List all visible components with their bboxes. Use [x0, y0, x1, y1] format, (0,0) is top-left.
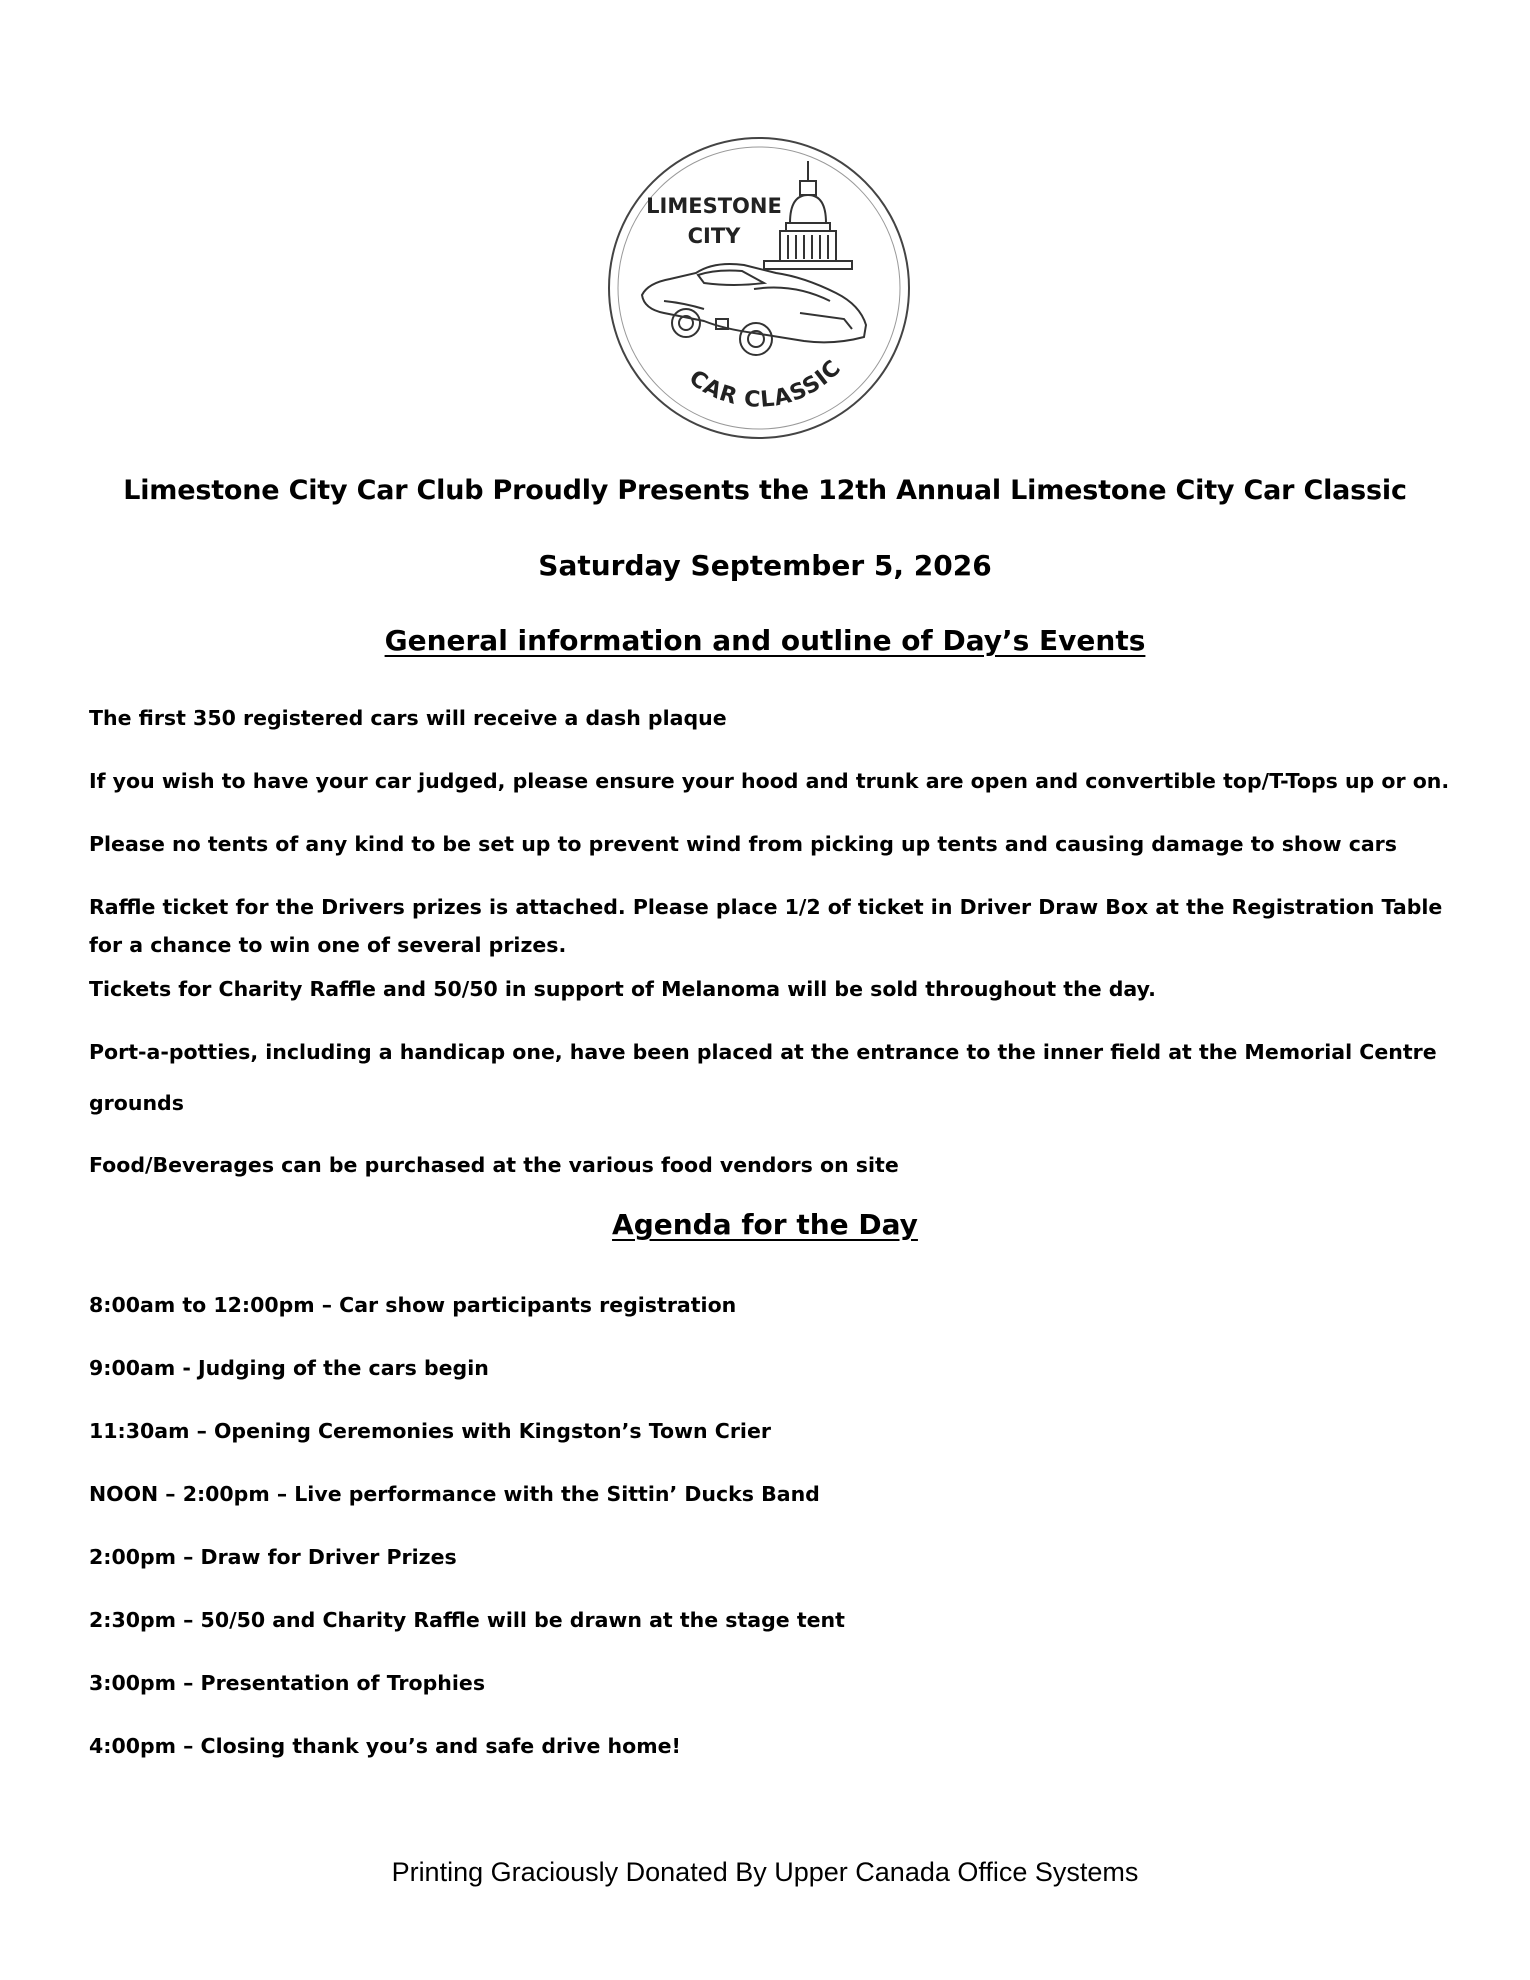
agenda-item: 4:00pm – Closing thank you’s and safe drive home! — [89, 1734, 681, 1758]
logo-top-text-line1: LIMESTONE — [646, 194, 782, 218]
agenda-item: NOON – 2:00pm – Live performance with the Sittin’ Ducks Band — [89, 1482, 820, 1506]
info-line: Please no tents of any kind to be set up to prevent wind from picking up tents and causing damage to show cars — [89, 832, 1397, 856]
info-line: Food/Beverages can be purchased at the various food vendors on site — [89, 1153, 899, 1177]
agenda-item: 2:30pm – 50/50 and Charity Raffle will be drawn at the stage tent — [89, 1608, 845, 1632]
event-date: Saturday September 5, 2026 — [538, 549, 992, 582]
info-line: If you wish to have your car judged, please ensure your hood and trunk are open and convertible top/T-Tops up or on. — [89, 769, 1450, 793]
event-logo — [604, 133, 914, 443]
info-line: Tickets for Charity Raffle and 50/50 in support of Melanoma will be sold throughout the day. — [89, 977, 1156, 1001]
general-info-heading: General information and outline of Day’s Events — [384, 624, 1146, 657]
agenda-item: 3:00pm – Presentation of Trophies — [89, 1671, 486, 1695]
agenda-item: 9:00am - Judging of the cars begin — [89, 1356, 489, 1380]
info-line: The first 350 registered cars will receive a dash plaque — [89, 706, 727, 730]
footer-sponsor-note: Printing Graciously Donated By Upper Canada Office Systems — [391, 1857, 1139, 1887]
logo-bottom-text: CAR CLASSIC — [684, 355, 847, 413]
page-title: Limestone City Car Club Proudly Presents the 12th Annual Limestone City Car Classic — [123, 475, 1407, 506]
info-line: Port-a-potties, including a handicap one, have been placed at the entrance to the inner field at the Memorial Centre — [89, 1040, 1437, 1064]
info-line: for a chance to win one of several prizes. — [89, 933, 567, 957]
agenda-item: 11:30am – Opening Ceremonies with Kingston’s Town Crier — [89, 1419, 771, 1443]
agenda-item: 2:00pm – Draw for Driver Prizes — [89, 1545, 457, 1569]
agenda-heading: Agenda for the Day — [612, 1208, 918, 1241]
info-line: grounds — [89, 1091, 184, 1115]
info-line: Raffle ticket for the Drivers prizes is attached. Please place 1/2 of ticket in Driver Draw Box at the Registration Table — [89, 895, 1443, 919]
agenda-item: 8:00am to 12:00pm – Car show participants registration — [89, 1293, 737, 1317]
logo-top-text-line2: CITY — [687, 224, 741, 248]
